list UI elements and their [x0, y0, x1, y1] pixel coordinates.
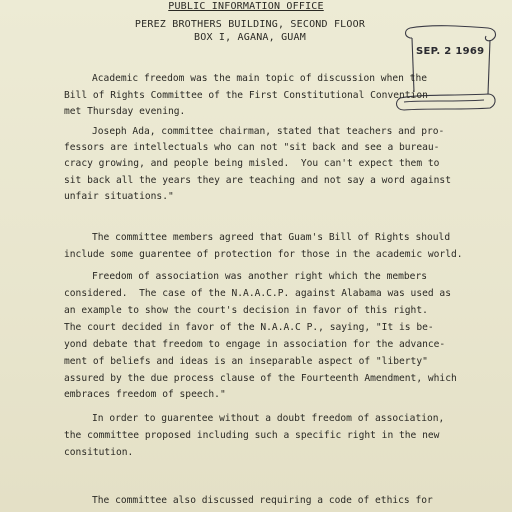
body-line: unfair situations."	[64, 191, 174, 202]
body-line: Bill of Rights Committee of the First Constitutional Convention	[64, 90, 428, 101]
body-line: yond debate that freedom to engage in association for the advance-	[64, 339, 446, 350]
body-line: cracy growing, and people being misled. You can't expect them to	[64, 158, 440, 169]
body-line: In order to guarentee without a doubt freedom of association,	[92, 413, 445, 424]
body-line: met Thursday evening.	[64, 106, 186, 117]
body-line: sit back all the years they are teaching and not say a word against	[64, 175, 451, 186]
body-line: Freedom of association was another right which the members	[92, 271, 428, 282]
body-line: The committee also discussed requiring a code of ethics for	[92, 495, 433, 506]
office-title: PUBLIC INFORMATION OFFICE	[168, 1, 324, 12]
body-line: ment of beliefs and ideas is an inseparable aspect of "liberty"	[64, 356, 428, 367]
body-line: the committee proposed including such a specific right in the new	[64, 430, 440, 441]
body-line: The court decided in favor of the N.A.A.C P., saying, "It is be-	[64, 322, 434, 333]
body-line: embraces freedom of speech."	[64, 389, 226, 400]
body-line: Joseph Ada, committee chairman, stated that teachers and pro-	[92, 126, 445, 137]
body-line: fessors are intellectuals who can not "sit back and see a bureau-	[64, 142, 440, 153]
address-line: BOX I, AGANA, GUAM	[194, 32, 306, 43]
building-line: PEREZ BROTHERS BUILDING, SECOND FLOOR	[134, 19, 366, 30]
body-line: consitution.	[64, 447, 134, 458]
body-line: Academic freedom was the main topic of discussion when the	[92, 73, 428, 84]
stamp-date: SEP. 2 1969	[416, 46, 485, 57]
body-line: include some guarentee of protection for those in the academic world.	[64, 249, 463, 260]
body-line: The committee members agreed that Guam's Bill of Rights should	[92, 232, 451, 243]
body-line: assured by the due process clause of the Fourteenth Amendment, which	[64, 373, 457, 384]
body-line: an example to show the court's decision in favor of this right.	[64, 305, 428, 316]
body-line: considered. The case of the N.A.A.C.P. against Alabama was used as	[64, 288, 451, 299]
